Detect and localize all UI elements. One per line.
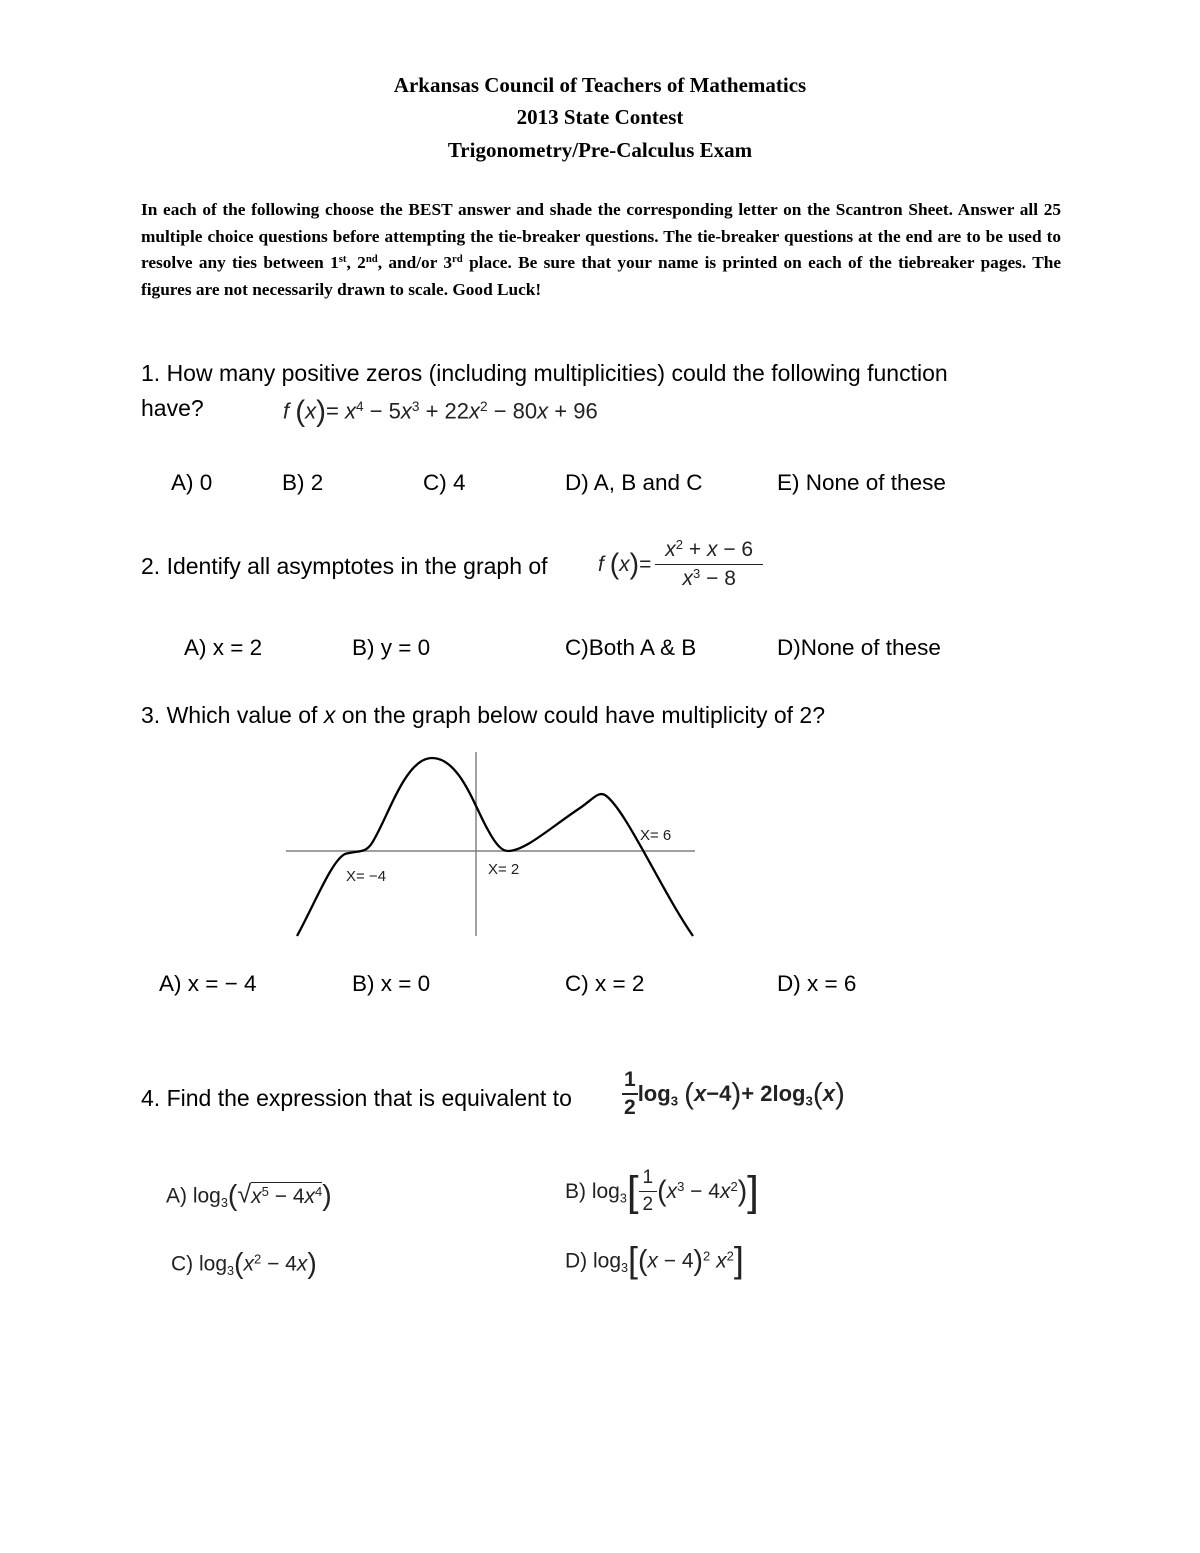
q2-option-a[interactable]: A) x = 2 bbox=[184, 635, 263, 660]
q3-option-c[interactable]: C) x = 2 bbox=[565, 971, 645, 996]
graph-label-x-neg4: X= −4 bbox=[346, 868, 387, 885]
q1-option-c[interactable]: C) 4 bbox=[423, 470, 466, 495]
graph-label-x-2: X= 2 bbox=[488, 861, 520, 878]
q2-option-d[interactable]: D)None of these bbox=[777, 635, 941, 660]
instructions-paragraph: In each of the following choose the BEST answer and shade the corresponding letter on the Scantron Sheet. Answer all 25 multiple choice questions before attempting the tie-breaker questions. The tie-breaker questions at the end are to be used to resolve any ties between 1st, 2nd, and/or 3rd place. Be sure that your name is printed on each of the tiebreaker pages. The figures are not necessarily drawn to scale. Good Luck! bbox=[141, 200, 1062, 299]
q1-option-b[interactable]: B) 2 bbox=[282, 470, 324, 495]
q2-formula: f (x)= $\frac{x^2 + x - 6}{x^3 - 8}$ bbox=[598, 538, 763, 591]
q1-text-line2: have? bbox=[141, 395, 204, 421]
q3-option-d[interactable]: D) x = 6 bbox=[777, 971, 857, 996]
q4-option-a[interactable]: A) $\log_3(√x^5 - 4x^4)$ bbox=[166, 1180, 332, 1212]
q3-polynomial-graph bbox=[280, 748, 700, 943]
q1-text-line1: 1. How many positive zeros (including multiplicities) could the following function bbox=[141, 360, 948, 386]
q3-text: 3. Which value of x on the graph below could have multiplicity of 2? bbox=[141, 702, 825, 728]
q2-option-b[interactable]: B) y = 0 bbox=[352, 635, 431, 660]
graph-label-x-6: X= 6 bbox=[640, 827, 672, 844]
q1-option-d[interactable]: D) A, B and C bbox=[565, 470, 703, 495]
contest-year-title: 2013 State Contest bbox=[516, 105, 684, 129]
graph-curve bbox=[297, 758, 693, 936]
q4-option-c[interactable]: C) $\log_3(x^2 - 4x)$ bbox=[171, 1248, 317, 1280]
q4-text: 4. Find the expression that is equivalent to bbox=[141, 1085, 572, 1111]
q2-text: 2. Identify all asymptotes in the graph of bbox=[141, 553, 548, 579]
q4-option-b[interactable]: B) $\log_3$[ $\frac{1}{2}$ $(x^3 - 4x^2)$] bbox=[565, 1167, 759, 1215]
q1-option-e[interactable]: E) None of these bbox=[777, 470, 946, 495]
exam-org-title: Arkansas Council of Teachers of Mathematics bbox=[393, 73, 807, 97]
exam-name-title: Trigonometry/Pre-Calculus Exam bbox=[447, 138, 753, 162]
q1-formula: f $(x)= x^4 - 5x^3 + 22x^2 - 80x + 96$ bbox=[283, 395, 598, 428]
q3-option-b[interactable]: B) x = 0 bbox=[352, 971, 431, 996]
q2-option-c[interactable]: C)Both A & B bbox=[565, 635, 697, 660]
q3-option-a[interactable]: A) x = − 4 bbox=[159, 971, 257, 996]
q1-option-a[interactable]: A) 0 bbox=[171, 470, 213, 495]
q4-option-d[interactable]: D) $\log_3[(x - 4)^2$ $x^2$] bbox=[565, 1240, 744, 1280]
q4-expression: $\frac{1}{2}$ $\log_3 (x-4)+ 2\log_3(x)$ bbox=[624, 1068, 845, 1119]
